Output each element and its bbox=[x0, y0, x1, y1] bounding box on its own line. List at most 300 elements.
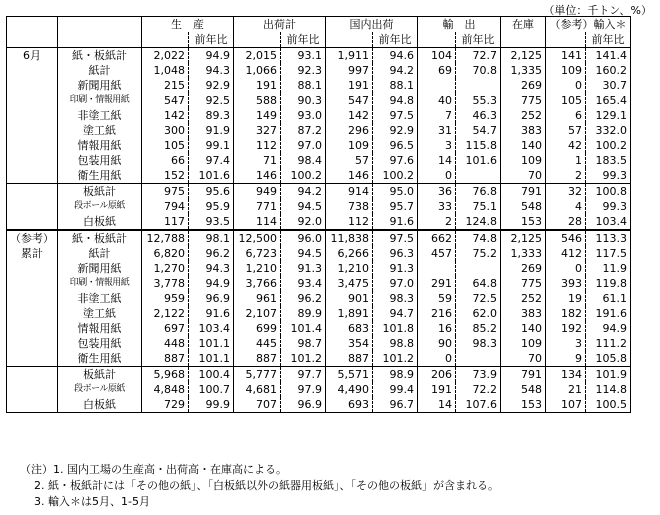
row-label: 包装用紙 bbox=[58, 153, 142, 168]
yoy-cell: 101.6 bbox=[189, 168, 234, 184]
yoy-cell: 90.3 bbox=[281, 93, 326, 108]
section-label bbox=[7, 321, 58, 336]
row-label: 塗工紙 bbox=[58, 123, 142, 138]
header-row-1 bbox=[7, 17, 631, 33]
yoy-cell: 54.7 bbox=[456, 123, 501, 138]
table-row bbox=[7, 382, 631, 397]
value-cell: 901 bbox=[326, 291, 373, 306]
value-cell: 887 bbox=[326, 351, 373, 367]
yoy-cell bbox=[456, 78, 501, 93]
yoy-cell: 124.8 bbox=[456, 214, 501, 230]
row-label: 紙計 bbox=[58, 246, 142, 261]
value-cell: 142 bbox=[142, 108, 189, 123]
yoy-cell: 92.5 bbox=[189, 93, 234, 108]
value-cell: 393 bbox=[546, 276, 586, 291]
yoy-cell: 183.5 bbox=[586, 153, 631, 168]
yoy-cell: 75.2 bbox=[456, 246, 501, 261]
row-label: 非塗工紙 bbox=[58, 291, 142, 306]
yoy-cell: 87.2 bbox=[281, 123, 326, 138]
header-blank bbox=[234, 32, 281, 48]
value-cell: 588 bbox=[234, 93, 281, 108]
yoy-cell bbox=[456, 168, 501, 184]
yoy-cell: 85.2 bbox=[456, 321, 501, 336]
section-label bbox=[7, 108, 58, 123]
yoy-cell: 94.2 bbox=[373, 63, 418, 78]
section-label bbox=[7, 93, 58, 108]
row-label: 印刷・情報用紙 bbox=[58, 276, 142, 291]
yoy-cell: 72.2 bbox=[456, 382, 501, 397]
row-label: 情報用紙 bbox=[58, 138, 142, 153]
yoy-cell: 103.4 bbox=[586, 214, 631, 230]
value-cell: 4,848 bbox=[142, 382, 189, 397]
yoy-cell bbox=[456, 261, 501, 276]
value-cell bbox=[418, 261, 456, 276]
yoy-cell: 98.7 bbox=[281, 336, 326, 351]
yoy-cell: 107.6 bbox=[456, 397, 501, 413]
value-cell: 1,335 bbox=[501, 63, 546, 78]
value-cell: 112 bbox=[234, 138, 281, 153]
yoy-cell: 91.3 bbox=[281, 261, 326, 276]
header-blank bbox=[58, 17, 142, 33]
value-cell: 997 bbox=[326, 63, 373, 78]
value-cell: 794 bbox=[142, 199, 189, 214]
yoy-cell: 75.1 bbox=[456, 199, 501, 214]
value-cell: 134 bbox=[546, 367, 586, 383]
yoy-cell: 94.9 bbox=[189, 48, 234, 64]
yoy-cell: 89.3 bbox=[189, 108, 234, 123]
header-import: （参考）輸入＊ bbox=[546, 17, 631, 33]
yoy-cell: 91.6 bbox=[189, 306, 234, 321]
row-label: 新聞用紙 bbox=[58, 78, 142, 93]
table-row bbox=[7, 397, 631, 413]
table-row bbox=[7, 261, 631, 276]
value-cell: 3,778 bbox=[142, 276, 189, 291]
header-export: 輸 出 bbox=[418, 17, 501, 33]
header-blank bbox=[501, 32, 546, 48]
value-cell: 2,107 bbox=[234, 306, 281, 321]
value-cell: 383 bbox=[501, 123, 546, 138]
value-cell: 71 bbox=[234, 153, 281, 168]
yoy-cell: 70.8 bbox=[456, 63, 501, 78]
yoy-cell: 99.9 bbox=[189, 397, 234, 413]
yoy-cell: 95.6 bbox=[189, 184, 234, 200]
table-row bbox=[7, 184, 631, 200]
section-label bbox=[7, 214, 58, 230]
value-cell: 0 bbox=[546, 78, 586, 93]
yoy-cell: 100.8 bbox=[586, 184, 631, 200]
yoy-cell: 96.9 bbox=[281, 397, 326, 413]
value-cell: 729 bbox=[142, 397, 189, 413]
value-cell: 0 bbox=[418, 168, 456, 184]
row-label: 紙・板紙計 bbox=[58, 48, 142, 64]
row-label: 紙計 bbox=[58, 63, 142, 78]
yoy-cell: 98.9 bbox=[373, 367, 418, 383]
value-cell: 0 bbox=[546, 261, 586, 276]
value-cell: 6,266 bbox=[326, 246, 373, 261]
yoy-cell: 94.6 bbox=[373, 48, 418, 64]
yoy-cell: 91.3 bbox=[373, 261, 418, 276]
yoy-cell: 94.3 bbox=[189, 261, 234, 276]
value-cell: 6 bbox=[546, 108, 586, 123]
value-cell: 104 bbox=[418, 48, 456, 64]
value-cell: 959 bbox=[142, 291, 189, 306]
row-label: 印刷・情報用紙 bbox=[58, 93, 142, 108]
value-cell: 775 bbox=[501, 276, 546, 291]
value-cell: 66 bbox=[142, 153, 189, 168]
value-cell: 28 bbox=[546, 214, 586, 230]
yoy-cell: 73.9 bbox=[456, 367, 501, 383]
value-cell: 152 bbox=[142, 168, 189, 184]
header-inventory: 在庫 bbox=[501, 17, 546, 33]
value-cell: 1,210 bbox=[326, 261, 373, 276]
yoy-cell: 93.1 bbox=[281, 48, 326, 64]
table-row bbox=[7, 306, 631, 321]
value-cell: 975 bbox=[142, 184, 189, 200]
value-cell: 191 bbox=[418, 382, 456, 397]
yoy-cell: 99.4 bbox=[373, 382, 418, 397]
table-row bbox=[7, 138, 631, 153]
yoy-cell: 30.7 bbox=[586, 78, 631, 93]
value-cell: 269 bbox=[501, 78, 546, 93]
value-cell: 6,723 bbox=[234, 246, 281, 261]
value-cell: 2,125 bbox=[501, 48, 546, 64]
value-cell: 791 bbox=[501, 184, 546, 200]
table-row bbox=[7, 291, 631, 306]
value-cell: 57 bbox=[546, 123, 586, 138]
yoy-cell: 115.8 bbox=[456, 138, 501, 153]
section-label bbox=[7, 397, 58, 413]
value-cell: 149 bbox=[234, 108, 281, 123]
header-blank bbox=[326, 32, 373, 48]
yoy-cell: 100.2 bbox=[586, 138, 631, 153]
yoy-cell: 97.5 bbox=[373, 108, 418, 123]
section-label bbox=[7, 276, 58, 291]
yoy-cell: 101.9 bbox=[586, 367, 631, 383]
value-cell: 448 bbox=[142, 336, 189, 351]
section-label bbox=[7, 306, 58, 321]
yoy-cell: 99.3 bbox=[586, 199, 631, 214]
value-cell: 887 bbox=[142, 351, 189, 367]
yoy-cell: 97.0 bbox=[281, 138, 326, 153]
yoy-cell: 100.7 bbox=[189, 382, 234, 397]
yoy-cell: 114.8 bbox=[586, 382, 631, 397]
yoy-cell: 93.0 bbox=[281, 108, 326, 123]
table-row bbox=[7, 63, 631, 78]
row-label: 非塗工紙 bbox=[58, 108, 142, 123]
header-production: 生 産 bbox=[142, 17, 234, 33]
table-row bbox=[7, 321, 631, 336]
yoy-cell: 62.0 bbox=[456, 306, 501, 321]
value-cell: 887 bbox=[234, 351, 281, 367]
header-yoy: 前年比 bbox=[189, 32, 234, 48]
table-row bbox=[7, 78, 631, 93]
section-label: 6月 bbox=[7, 48, 58, 64]
header-yoy: 前年比 bbox=[456, 32, 501, 48]
value-cell: 1,891 bbox=[326, 306, 373, 321]
value-cell: 5,968 bbox=[142, 367, 189, 383]
value-cell: 738 bbox=[326, 199, 373, 214]
value-cell: 36 bbox=[418, 184, 456, 200]
value-cell: 546 bbox=[546, 230, 586, 246]
header-blank bbox=[7, 32, 58, 48]
value-cell: 949 bbox=[234, 184, 281, 200]
yoy-cell: 96.0 bbox=[281, 230, 326, 246]
value-cell: 252 bbox=[501, 108, 546, 123]
value-cell: 2,122 bbox=[142, 306, 189, 321]
value-cell: 1,911 bbox=[326, 48, 373, 64]
yoy-cell: 92.0 bbox=[281, 214, 326, 230]
value-cell: 445 bbox=[234, 336, 281, 351]
value-cell: 4 bbox=[546, 199, 586, 214]
section-label: 累計 bbox=[7, 246, 58, 261]
value-cell bbox=[418, 78, 456, 93]
header-blank bbox=[418, 32, 456, 48]
value-cell: 107 bbox=[546, 397, 586, 413]
yoy-cell: 95.9 bbox=[189, 199, 234, 214]
table-row bbox=[7, 367, 631, 383]
value-cell: 14 bbox=[418, 153, 456, 168]
yoy-cell: 101.1 bbox=[189, 351, 234, 367]
yoy-cell: 61.1 bbox=[586, 291, 631, 306]
section-label bbox=[7, 123, 58, 138]
value-cell: 547 bbox=[142, 93, 189, 108]
value-cell: 791 bbox=[501, 367, 546, 383]
yoy-cell: 98.3 bbox=[373, 291, 418, 306]
row-label: 紙・板紙計 bbox=[58, 230, 142, 246]
yoy-cell: 96.9 bbox=[189, 291, 234, 306]
value-cell: 12,788 bbox=[142, 230, 189, 246]
value-cell: 0 bbox=[418, 351, 456, 367]
value-cell: 457 bbox=[418, 246, 456, 261]
value-cell: 112 bbox=[326, 214, 373, 230]
table-row bbox=[7, 93, 631, 108]
yoy-cell: 98.1 bbox=[189, 230, 234, 246]
header-yoy: 前年比 bbox=[373, 32, 418, 48]
row-label: 衛生用紙 bbox=[58, 168, 142, 184]
value-cell: 153 bbox=[501, 397, 546, 413]
yoy-cell: 46.3 bbox=[456, 108, 501, 123]
table-row bbox=[7, 276, 631, 291]
value-cell: 117 bbox=[142, 214, 189, 230]
footnote-2: 2. 紙・板紙計には「その他の紙」、「白板紙以外の紙器用板紙」、「その他の板紙」が含まれる。 bbox=[34, 479, 499, 492]
yoy-cell: 95.0 bbox=[373, 184, 418, 200]
value-cell: 1,048 bbox=[142, 63, 189, 78]
yoy-cell: 94.9 bbox=[586, 321, 631, 336]
yoy-cell: 72.5 bbox=[456, 291, 501, 306]
value-cell: 69 bbox=[418, 63, 456, 78]
value-cell: 1,066 bbox=[234, 63, 281, 78]
yoy-cell: 64.8 bbox=[456, 276, 501, 291]
yoy-cell: 96.5 bbox=[373, 138, 418, 153]
yoy-cell: 98.8 bbox=[373, 336, 418, 351]
header-blank bbox=[546, 32, 586, 48]
table-row bbox=[7, 48, 631, 64]
row-label: 塗工紙 bbox=[58, 306, 142, 321]
row-label: 情報用紙 bbox=[58, 321, 142, 336]
section-label bbox=[7, 138, 58, 153]
yoy-cell: 88.1 bbox=[281, 78, 326, 93]
yoy-cell: 94.3 bbox=[189, 63, 234, 78]
yoy-cell: 101.4 bbox=[281, 321, 326, 336]
value-cell: 114 bbox=[234, 214, 281, 230]
yoy-cell: 101.1 bbox=[189, 336, 234, 351]
yoy-cell: 105.8 bbox=[586, 351, 631, 367]
section-label bbox=[7, 261, 58, 276]
value-cell: 206 bbox=[418, 367, 456, 383]
table-row bbox=[7, 153, 631, 168]
section-label bbox=[7, 63, 58, 78]
yoy-cell: 94.9 bbox=[189, 276, 234, 291]
header-blank bbox=[142, 32, 189, 48]
yoy-cell: 160.2 bbox=[586, 63, 631, 78]
value-cell: 2,125 bbox=[501, 230, 546, 246]
table-row bbox=[7, 351, 631, 367]
value-cell: 252 bbox=[501, 291, 546, 306]
header-yoy: 前年比 bbox=[586, 32, 631, 48]
yoy-cell: 94.5 bbox=[281, 199, 326, 214]
footnote-3: 3. 輸入＊は5月、1-5月 bbox=[34, 495, 150, 508]
yoy-cell: 74.8 bbox=[456, 230, 501, 246]
value-cell: 412 bbox=[546, 246, 586, 261]
yoy-cell: 97.5 bbox=[373, 230, 418, 246]
yoy-cell: 94.7 bbox=[373, 306, 418, 321]
value-cell: 296 bbox=[326, 123, 373, 138]
value-cell: 3,766 bbox=[234, 276, 281, 291]
yoy-cell: 97.7 bbox=[281, 367, 326, 383]
yoy-cell: 119.8 bbox=[586, 276, 631, 291]
yoy-cell: 93.4 bbox=[281, 276, 326, 291]
table-row bbox=[7, 230, 631, 246]
value-cell: 914 bbox=[326, 184, 373, 200]
value-cell: 105 bbox=[142, 138, 189, 153]
value-cell: 547 bbox=[326, 93, 373, 108]
value-cell: 32 bbox=[546, 184, 586, 200]
value-cell: 9 bbox=[546, 351, 586, 367]
value-cell: 12,500 bbox=[234, 230, 281, 246]
value-cell: 215 bbox=[142, 78, 189, 93]
value-cell: 3 bbox=[546, 336, 586, 351]
yoy-cell: 96.2 bbox=[281, 291, 326, 306]
yoy-cell: 96.7 bbox=[373, 397, 418, 413]
yoy-cell: 98.3 bbox=[456, 336, 501, 351]
section-label bbox=[7, 168, 58, 184]
row-label: 包装用紙 bbox=[58, 336, 142, 351]
value-cell: 683 bbox=[326, 321, 373, 336]
section-label bbox=[7, 336, 58, 351]
value-cell: 11,838 bbox=[326, 230, 373, 246]
footnote-1: （注）1. 国内工場の生産高・出荷高・在庫高による。 bbox=[20, 463, 287, 476]
yoy-cell: 92.9 bbox=[189, 78, 234, 93]
yoy-cell: 111.2 bbox=[586, 336, 631, 351]
section-label: （参考） bbox=[7, 230, 58, 246]
yoy-cell: 100.5 bbox=[586, 397, 631, 413]
row-label: 衛生用紙 bbox=[58, 351, 142, 367]
yoy-cell: 94.5 bbox=[281, 246, 326, 261]
value-cell: 5,777 bbox=[234, 367, 281, 383]
value-cell: 146 bbox=[234, 168, 281, 184]
value-cell: 699 bbox=[234, 321, 281, 336]
yoy-cell: 129.1 bbox=[586, 108, 631, 123]
value-cell: 269 bbox=[501, 261, 546, 276]
yoy-cell: 101.8 bbox=[373, 321, 418, 336]
value-cell: 1,333 bbox=[501, 246, 546, 261]
value-cell: 42 bbox=[546, 138, 586, 153]
yoy-cell: 103.4 bbox=[189, 321, 234, 336]
row-label: 段ボール原紙 bbox=[58, 382, 142, 397]
value-cell: 140 bbox=[501, 138, 546, 153]
value-cell: 5,571 bbox=[326, 367, 373, 383]
value-cell: 146 bbox=[326, 168, 373, 184]
table-row bbox=[7, 108, 631, 123]
yoy-cell: 100.2 bbox=[281, 168, 326, 184]
value-cell: 192 bbox=[546, 321, 586, 336]
value-cell: 7 bbox=[418, 108, 456, 123]
section-label bbox=[7, 199, 58, 214]
header-shipments: 出荷計 bbox=[234, 17, 326, 33]
section-label bbox=[7, 382, 58, 397]
value-cell: 383 bbox=[501, 306, 546, 321]
table-row bbox=[7, 199, 631, 214]
yoy-cell: 98.4 bbox=[281, 153, 326, 168]
yoy-cell: 101.6 bbox=[456, 153, 501, 168]
yoy-cell: 91.6 bbox=[373, 214, 418, 230]
value-cell: 548 bbox=[501, 382, 546, 397]
footnotes bbox=[20, 462, 499, 510]
value-cell: 109 bbox=[501, 336, 546, 351]
table-row bbox=[7, 168, 631, 184]
value-cell: 182 bbox=[546, 306, 586, 321]
value-cell: 961 bbox=[234, 291, 281, 306]
value-cell: 33 bbox=[418, 199, 456, 214]
section-label bbox=[7, 184, 58, 200]
row-label: 白板紙 bbox=[58, 214, 142, 230]
yoy-cell bbox=[456, 351, 501, 367]
yoy-cell: 55.3 bbox=[456, 93, 501, 108]
yoy-cell: 97.0 bbox=[373, 276, 418, 291]
yoy-cell: 91.9 bbox=[189, 123, 234, 138]
yoy-cell: 332.0 bbox=[586, 123, 631, 138]
value-cell: 40 bbox=[418, 93, 456, 108]
value-cell: 19 bbox=[546, 291, 586, 306]
yoy-cell: 94.2 bbox=[281, 184, 326, 200]
value-cell: 697 bbox=[142, 321, 189, 336]
yoy-cell: 101.2 bbox=[373, 351, 418, 367]
value-cell: 693 bbox=[326, 397, 373, 413]
header-yoy: 前年比 bbox=[281, 32, 326, 48]
value-cell: 775 bbox=[501, 93, 546, 108]
value-cell: 70 bbox=[501, 351, 546, 367]
yoy-cell: 101.2 bbox=[281, 351, 326, 367]
yoy-cell: 141.4 bbox=[586, 48, 631, 64]
value-cell: 153 bbox=[501, 214, 546, 230]
yoy-cell: 97.6 bbox=[373, 153, 418, 168]
row-label: 板紙計 bbox=[58, 184, 142, 200]
value-cell: 1,210 bbox=[234, 261, 281, 276]
value-cell: 1,270 bbox=[142, 261, 189, 276]
row-label: 段ボール原紙 bbox=[58, 199, 142, 214]
yoy-cell: 97.4 bbox=[189, 153, 234, 168]
value-cell: 291 bbox=[418, 276, 456, 291]
value-cell: 57 bbox=[326, 153, 373, 168]
value-cell: 707 bbox=[234, 397, 281, 413]
value-cell: 4,681 bbox=[234, 382, 281, 397]
yoy-cell: 11.9 bbox=[586, 261, 631, 276]
value-cell: 59 bbox=[418, 291, 456, 306]
yoy-cell: 72.7 bbox=[456, 48, 501, 64]
value-cell: 6,820 bbox=[142, 246, 189, 261]
yoy-cell: 100.4 bbox=[189, 367, 234, 383]
yoy-cell: 92.9 bbox=[373, 123, 418, 138]
